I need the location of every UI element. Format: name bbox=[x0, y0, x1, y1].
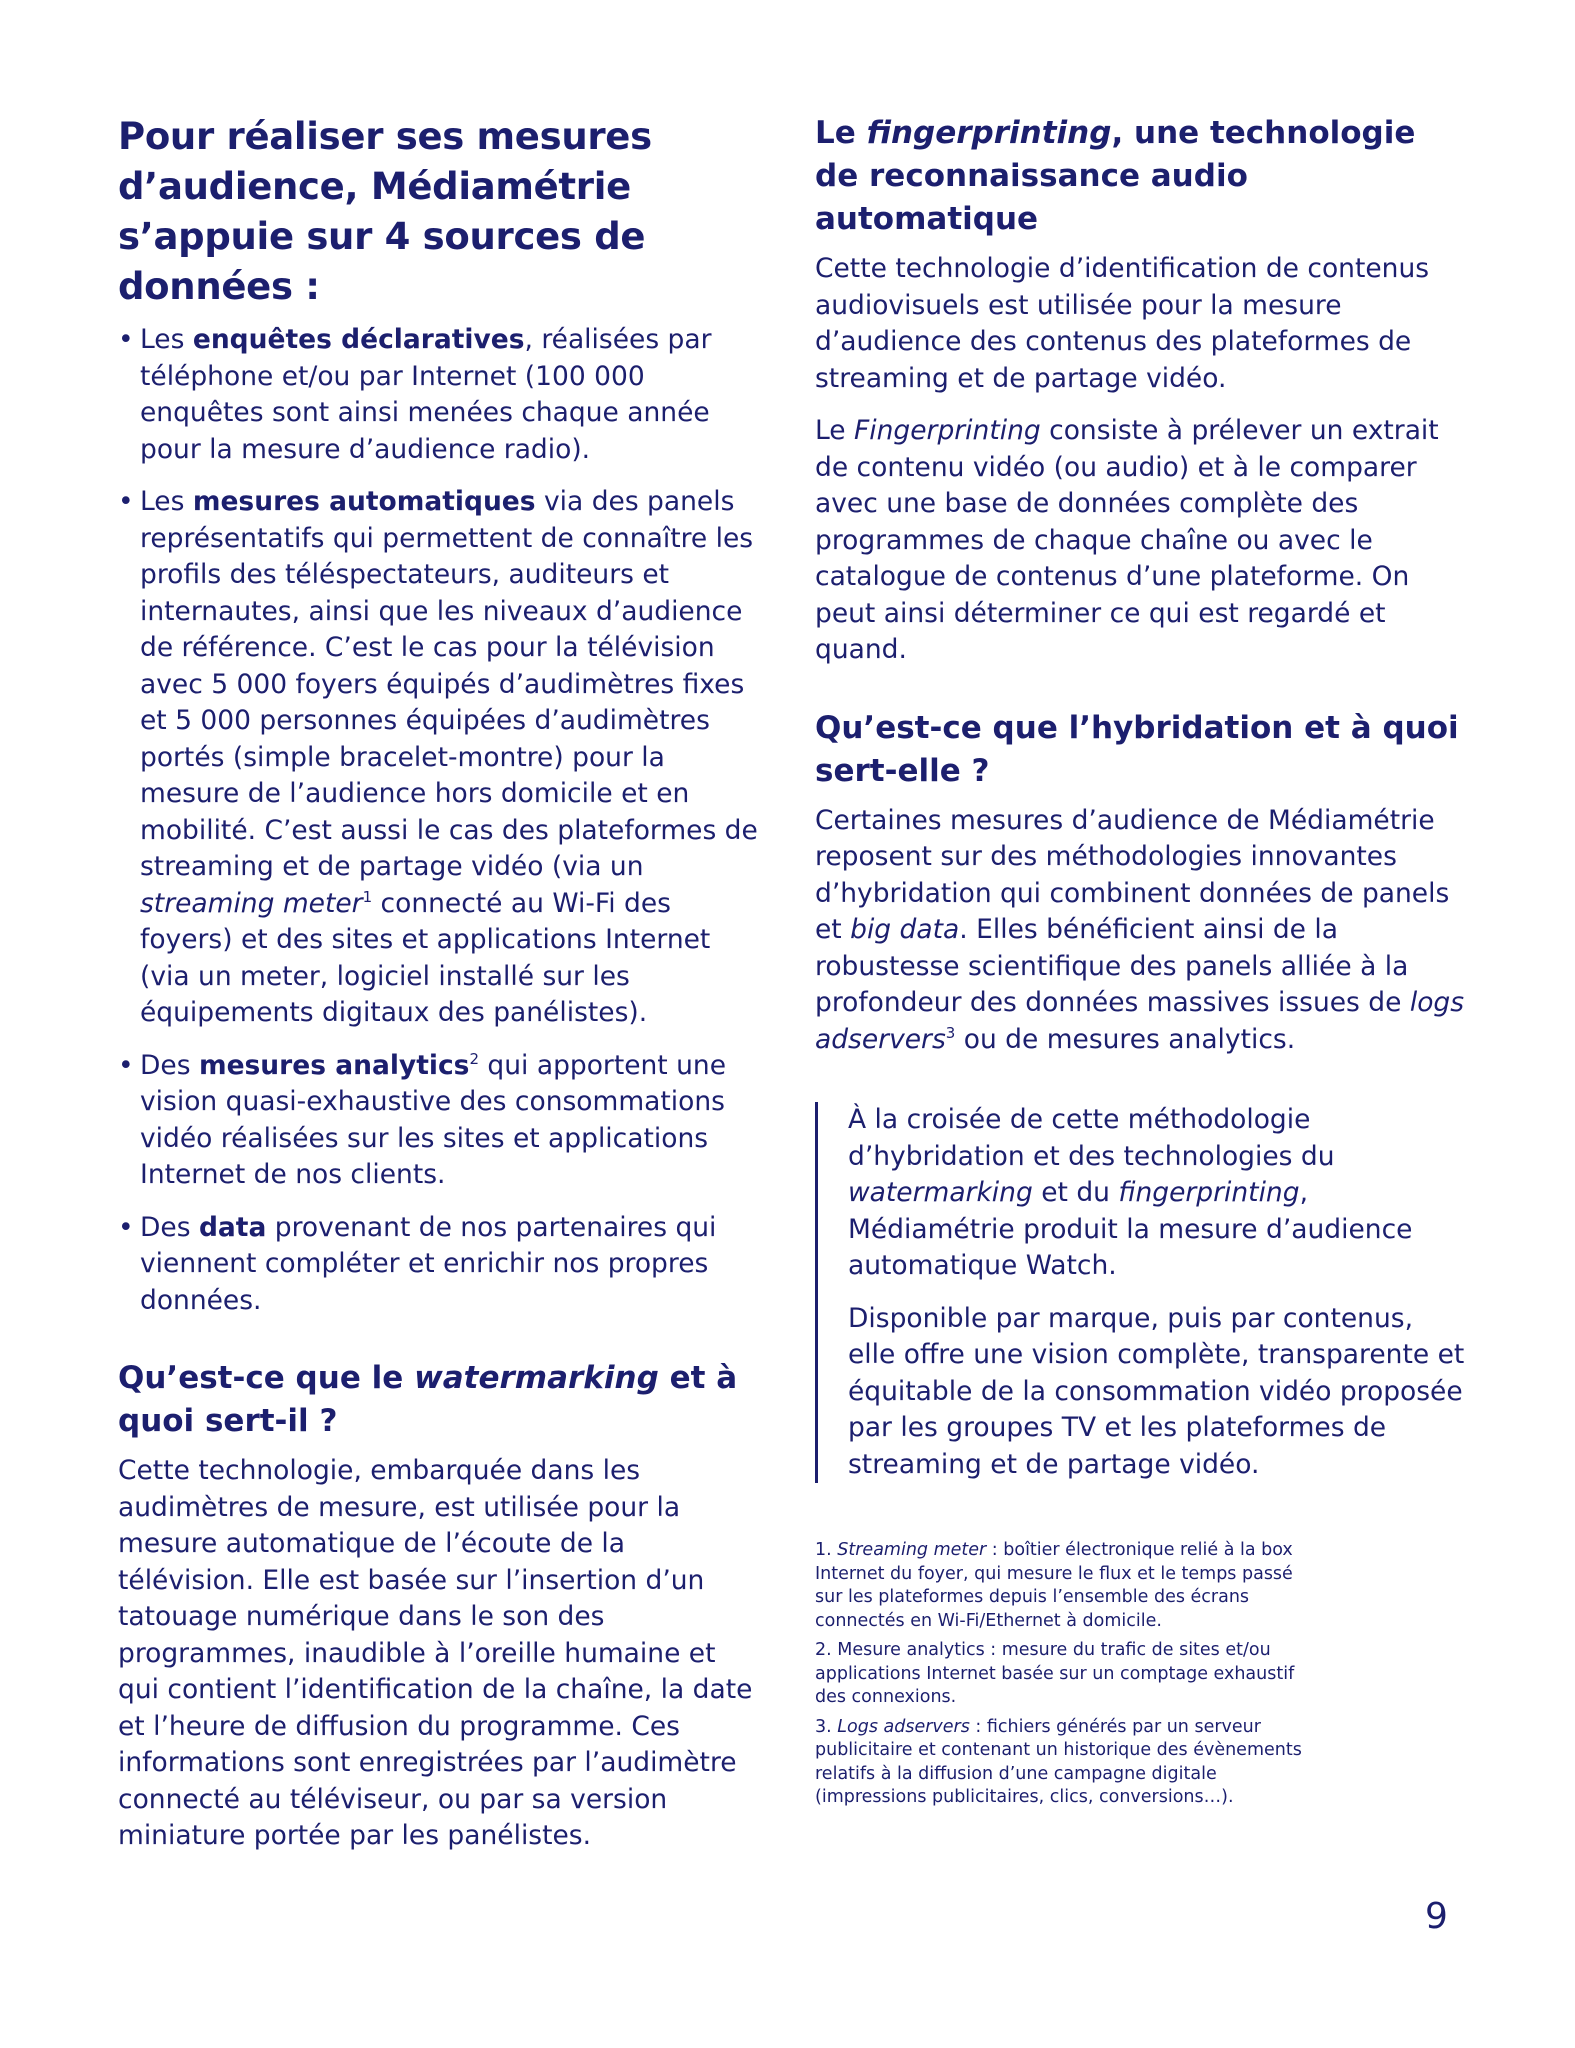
page-number: 9 bbox=[1425, 1896, 1448, 1937]
footnote-ref: 2 bbox=[469, 1049, 479, 1068]
callout-text-2: Disponible par marque, puis par contenus, elle offre une vision complète, transparente et équitable de la consommation vidéo proposée par les groupes TV et les plateformes de streaming et de partage vidéo. bbox=[848, 1302, 1465, 1480]
hybridation-text: Certaines mesures d’audience de Médiamétrie reposent sur des méthodologies innovantes d’hybridation qui combinent données de panels et big data. Elles bénéficient ainsi de la robustesse scientifique des panels alliée à la profondeur des données massives issues de logs adservers$^3$ ou de mesures analytics. bbox=[815, 804, 1465, 1055]
footnotes bbox=[815, 1539, 1315, 1810]
data-sources-list bbox=[118, 322, 758, 1319]
footnote-ref: 1 bbox=[362, 887, 373, 906]
footnote: 2. Mesure analytics : mesure du trafic de sites et/ou applications Internet basée sur un comptage exhaustif des connexions. bbox=[815, 1640, 1295, 1707]
list-item: • Les enquêtes déclaratives, réalisées par téléphone et/ou par Internet (100 000 enquêtes sont ainsi menées chaque année pour la mesure d’audience radio). bbox=[118, 322, 758, 468]
watermarking-heading: Qu’est-ce que le watermarking et à quoi sert-il ? bbox=[118, 1360, 738, 1439]
main-heading: Pour réaliser ses mesures d’audience, Médiamétrie s’appuie sur 4 sources de données : bbox=[118, 115, 652, 308]
watermarking-text: Cette technologie, embarquée dans les audimètres de mesure, est utilisée pour la mesure automatique de l’écoute de la télévision. Elle est basée sur l’insertion d’un tatouage numérique dans le son des programmes, inaudible à l’oreille humaine et qui contient l’identification de la chaîne, la date et l’heure de diffusion du programme. Ces informations sont enregistrées par l’audimètre connecté au téléviseur, ou par sa version miniature portée par les panélistes. bbox=[118, 1455, 753, 1851]
right-column bbox=[815, 112, 1465, 1816]
callout-text-1: À la croisée de cette méthodologie d’hybridation et des technologies du watermarking et du fingerprinting, Médiamétrie produit la mesure d’audience automatique Watch. bbox=[848, 1104, 1413, 1281]
list-item: • Les mesures automatiques via des panels représentatifs qui permettent de connaître les profils des téléspectateurs, auditeurs et internautes, ainsi que les niveaux d’audience de référence. C’est le cas pour la télévision avec 5 000 foyers équipés d’audimètres fixes et 5 000 personnes équipées d’audimètres portés (simple bracelet-montre) pour la mesure de l’audience hors domicile et en mobilité. C’est aussi le cas des plateformes de streaming et de partage vidéo (via un streaming meter$^1$ connecté au Wi-Fi des foyers) et des sites et applications Internet (via un meter, logiciel installé sur les équipements digitaux des panélistes). bbox=[118, 484, 758, 1032]
footnote-ref: 3 bbox=[945, 1023, 956, 1042]
list-item: • Des mesures analytics$^2$ qui apportent une vision quasi-exhaustive des consommations vidéo réalisées sur les sites et applications Internet de nos clients. bbox=[118, 1048, 758, 1194]
left-column bbox=[118, 112, 758, 1855]
list-item: • Des data provenant de nos partenaires qui viennent compléter et enrichir nos propres données. bbox=[118, 1210, 758, 1320]
footnote: 1. Streaming meter : boîtier électronique relié à la box Internet du foyer, qui mesure le flux et le temps passé sur les plateformes depuis l’ensemble des écrans connectés en Wi-Fi/Ethernet à domicile. bbox=[815, 1540, 1293, 1631]
hybridation-heading: Qu’est-ce que l’hybridation et à quoi sert-elle ? bbox=[815, 709, 1459, 789]
footnote: 3. Logs adservers : fichiers générés par un serveur publicitaire et contenant un historique des évènements relatifs à la diffusion d’une campagne digitale (impressions publicitaires, clics, conversions…). bbox=[815, 1716, 1302, 1807]
fingerprinting-heading: Le fingerprinting, une technologie de reconnaissance audio automatique bbox=[815, 115, 1416, 237]
watch-callout bbox=[815, 1102, 1465, 1483]
fingerprinting-text-1: Cette technologie d’identification de contenus audiovisuels est utilisée pour la mesure d’audience des contenus des plateformes de streaming et de partage vidéo. bbox=[815, 253, 1430, 394]
fingerprinting-text-2: Le Fingerprinting consiste à prélever un extrait de contenu vidéo (ou audio) et à le comparer avec une base de données complète des programmes de chaque chaîne ou avec le catalogue de contenus d’une plateforme. On peut ainsi déterminer ce qui est regardé et quand. bbox=[815, 415, 1439, 665]
